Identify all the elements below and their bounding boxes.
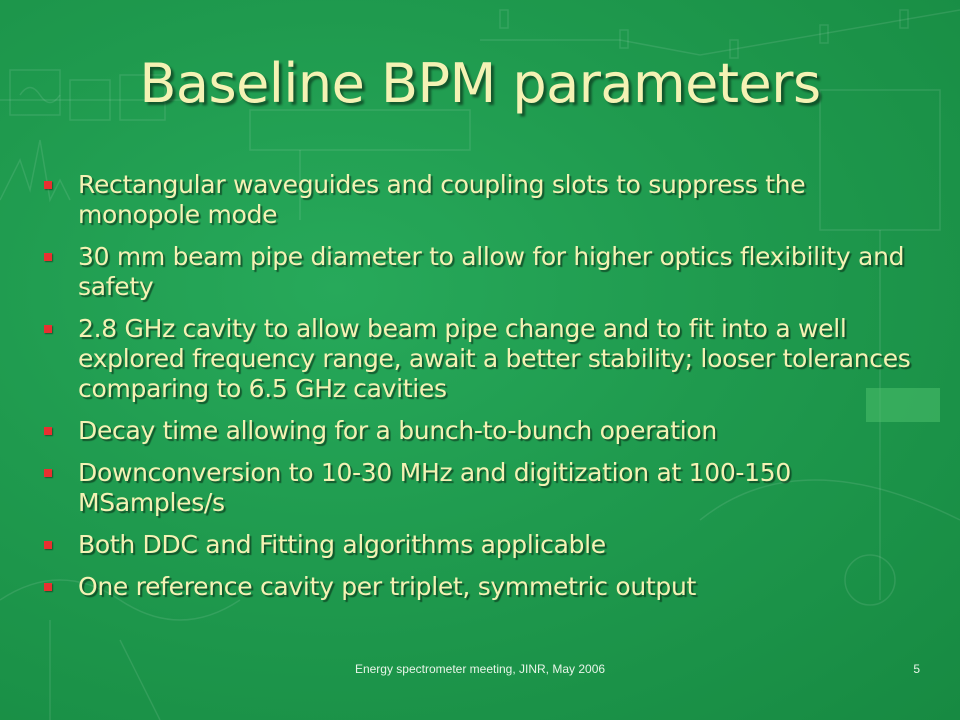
bullet-text: Decay time allowing for a bunch-to-bunch operation: [78, 416, 717, 445]
bullet-marker-icon: [44, 253, 52, 261]
bullet-marker-icon: [44, 469, 52, 477]
slide-title: Baseline BPM parameters: [139, 52, 821, 115]
bullet-item: [40, 530, 920, 560]
bullet-item: [40, 416, 920, 446]
bullet-marker-icon: [44, 325, 52, 333]
bullet-item: [40, 572, 920, 602]
bullet-item: [40, 314, 920, 404]
bullet-text: Downconversion to 10-30 MHz and digitization at 100-150 MSamples/s: [78, 458, 791, 517]
bullet-marker-icon: [44, 427, 52, 435]
bullet-marker-icon: [44, 181, 52, 189]
bullet-item: [40, 242, 920, 302]
slide-footer: Energy spectrometer meeting, JINR, May 2006: [354, 662, 606, 676]
bullet-text: Both DDC and Fitting algorithms applicable: [78, 530, 606, 559]
bullet-marker-icon: [44, 541, 52, 549]
page-number: 5: [913, 662, 920, 676]
bullet-list: [40, 170, 920, 614]
bullet-text: Rectangular waveguides and coupling slots to suppress the monopole mode: [78, 170, 806, 229]
bullet-text: One reference cavity per triplet, symmetric output: [78, 572, 696, 601]
bullet-marker-icon: [44, 583, 52, 591]
bullet-item: [40, 458, 920, 518]
bullet-text: 2.8 GHz cavity to allow beam pipe change and to fit into a well explored frequency range, await a better stability; looser tolerances comparing to 6.5 GHz cavities: [78, 314, 911, 403]
bullet-text: 30 mm beam pipe diameter to allow for higher optics flexibility and safety: [78, 242, 905, 301]
bullet-item: [40, 170, 920, 230]
